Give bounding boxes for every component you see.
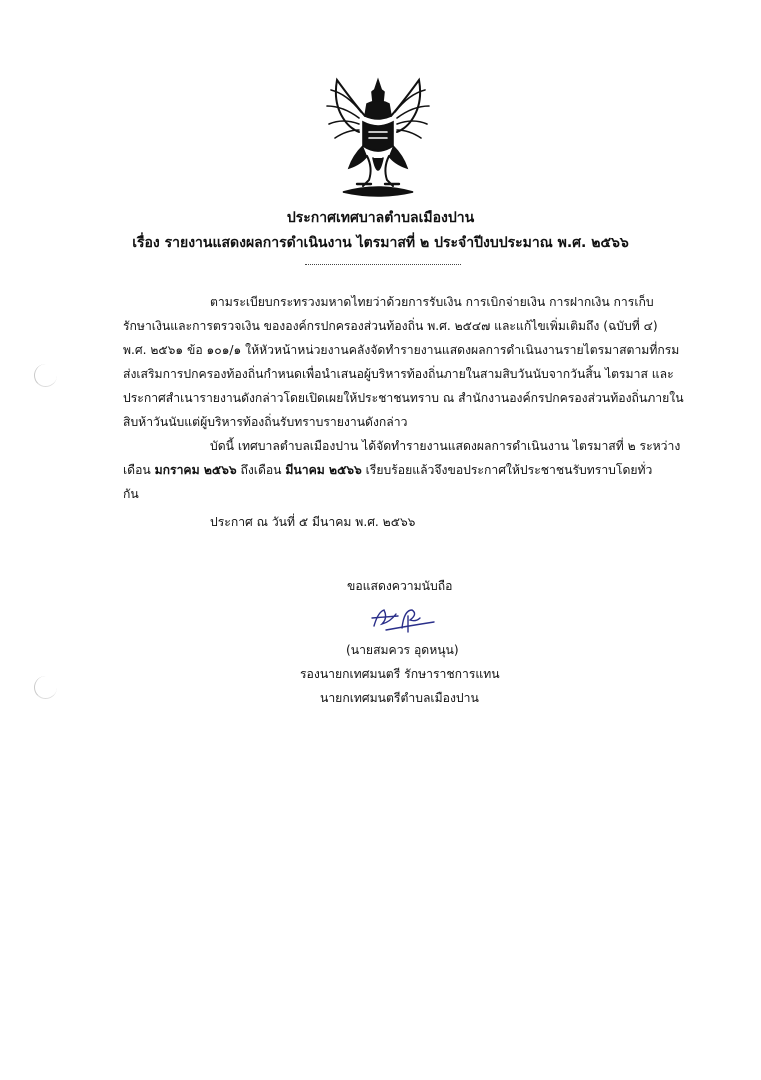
handwritten-signature — [368, 604, 438, 634]
signer-position: รองนายกเทศมนตรี รักษาราชการแทน — [300, 667, 500, 681]
para2-line-2 — [123, 460, 652, 480]
month-from: มกราคม ๒๕๖๖ — [154, 463, 237, 477]
para2-text-a: เดือน — [123, 463, 155, 477]
garuda-emblem-icon — [323, 72, 433, 204]
para1-line-1: ตามระเบียบกระทรวงมหาดไทยว่าด้วยการรับเงิน การเบิกจ่ายเงิน การฝากเงิน การเก็บ — [210, 295, 654, 309]
para1-line-6: สิบห้าวันนับแต่ผู้บริหารท้องถิ่นรับทราบรายงานดังกล่าว — [123, 415, 408, 429]
para2-line-1: บัดนี้ เทศบาลตำบลเมืองปาน ได้จัดทำรายงานแสดงผลการดำเนินงาน ไตรมาสที่ ๒ ระหว่าง — [210, 439, 681, 453]
punch-hole-top — [34, 364, 57, 387]
signer-title: นายกเทศมนตรีตำบลเมืองปาน — [320, 691, 479, 705]
para1-line-5: ประกาศสำเนารายงานดังกล่าวโดยเปิดเผยให้ประชาชนทราบ ณ สำนักงานองค์กรปกครองส่วนท้องถิ่นภายใน — [123, 391, 684, 405]
para1-line-4: ส่งเสริมการปกครองท้องถิ่นกำหนดเพื่อนำเสนอผู้บริหารท้องถิ่นภายในสามสิบวันนับจากวันสิ้น ไตรมาส และ — [123, 367, 674, 381]
announcement-title: ประกาศเทศบาลตำบลเมืองปาน — [286, 210, 475, 226]
date-line: ประกาศ ณ วันที่ ๕ มีนาคม พ.ศ. ๒๕๖๖ — [210, 515, 416, 529]
signer-name: (นายสมควร อุดหนุน) — [346, 643, 459, 657]
announcement-subject: เรื่อง รายงานแสดงผลการดำเนินงาน ไตรมาสที่ ๒ ประจำปีงบประมาณ พ.ศ. ๒๕๖๖ — [132, 235, 629, 251]
para1-line-2: รักษาเงินและการตรวจเงิน ขององค์กรปกครองส่วนท้องถิ่น พ.ศ. ๒๕๔๗ และแก้ไขเพิ่มเติมถึง (ฉบับที่ ๔) — [123, 319, 658, 333]
para2-text-b: ถึงเดือน — [236, 463, 286, 477]
para1-line-3: พ.ศ. ๒๕๖๑ ข้อ ๑๐๑/๑ ให้หัวหน้าหน่วยงานคลังจัดทำรายงานแสดงผลการดำเนินงานรายไตรมาสตามที่กรม — [123, 343, 680, 357]
punch-hole-bottom — [34, 676, 57, 699]
para2-line-3: กัน — [123, 487, 139, 501]
title-divider — [305, 264, 461, 265]
closing-line: ขอแสดงความนับถือ — [347, 579, 453, 593]
month-to: มีนาคม ๒๕๖๖ — [285, 463, 362, 477]
para2-text-c: เรียบร้อยแล้วจึงขอประกาศให้ประชาชนรับทราบโดยทั่ว — [361, 463, 653, 477]
